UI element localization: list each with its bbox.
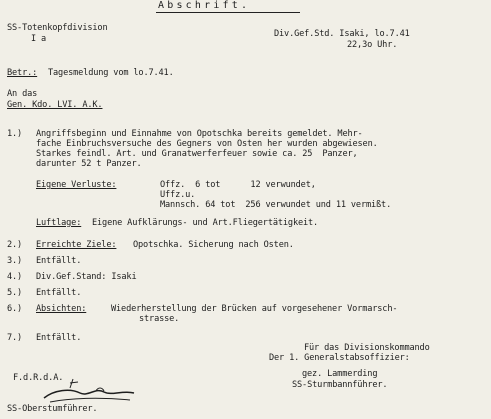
item-6-number: 6.) <box>7 304 23 314</box>
item-1-line-1: Angriffsbeginn und Einnahme von Opotschka bereits gemeldet. Mehr- <box>36 129 363 139</box>
item-1-line-3: Starkes feindl. Art. und Granatwerferfeuer sowie ca. 25 Panzer, <box>36 149 358 159</box>
document-title: Abschrift. <box>158 0 251 11</box>
item-7-number: 7.) <box>7 333 23 343</box>
item-2-text: Opotschka. Sicherung nach Osten. <box>133 240 294 250</box>
addressee-line-1: An das <box>7 89 38 99</box>
subject-label: Betr.: <box>7 68 38 78</box>
report-time: 22,3o Uhr. <box>347 40 398 50</box>
item-7-text: Entfällt. <box>36 333 82 343</box>
title-underline <box>156 12 300 13</box>
item-4-text: Div.Gef.Stand: Isaki <box>36 272 137 282</box>
signature-line-4: SS-Sturmbannführer. <box>292 380 388 390</box>
signature-line-2: Der 1. Generalstabsoffizier: <box>269 353 410 363</box>
item-5-text: Entfällt. <box>36 288 82 298</box>
item-1-line-2: fache Einbruchsversuche des Gegners von Osten her wurden abgewiesen. <box>36 139 378 149</box>
air-situation-label: Luftlage: <box>36 218 82 228</box>
signature-line-3: gez. Lammerding <box>302 369 378 379</box>
section-code: I a <box>31 34 47 44</box>
item-2-number: 2.) <box>7 240 23 250</box>
losses-label: Eigene Verluste: <box>36 180 117 190</box>
certification-fda: F.d.R.d.A. <box>13 373 64 383</box>
losses-row-2: Uffz.u. <box>160 190 196 200</box>
item-1-line-4: darunter 52 t Panzer. <box>36 159 142 169</box>
losses-row-3: Mannsch. 64 tot 256 verwundet und 11 vermißt. <box>160 200 392 210</box>
item-4-number: 4.) <box>7 272 23 282</box>
certification-rank: SS-Oberstumführer. <box>7 404 98 414</box>
losses-row-1: Offz. 6 tot 12 verwundet, <box>160 180 316 190</box>
item-5-number: 5.) <box>7 288 23 298</box>
item-3-number: 3.) <box>7 256 23 266</box>
signature-line-1: Für das Divisionskommando <box>304 343 430 353</box>
item-6-text-cont: strasse. <box>139 314 180 324</box>
item-1-number: 1.) <box>7 129 23 139</box>
unit-name: SS-Totenkopfdivision <box>7 23 108 33</box>
item-2-label: Erreichte Ziele: <box>36 240 117 250</box>
subject-text: Tagesmeldung vom lo.7.41. <box>48 68 174 78</box>
place-date: Div.Gef.Std. Isaki, lo.7.41 <box>274 29 410 39</box>
item-6-text: Wiederherstellung der Brücken auf vorgesehener Vormarsch- <box>111 304 398 314</box>
air-situation-text: Eigene Aufklärungs- und Art.Fliegertätigkeit. <box>92 218 319 228</box>
addressee-line-2: Gen. Kdo. LVI. A.K. <box>7 100 103 110</box>
item-6-label: Absichten: <box>36 304 87 314</box>
item-3-text: Entfällt. <box>36 256 82 266</box>
